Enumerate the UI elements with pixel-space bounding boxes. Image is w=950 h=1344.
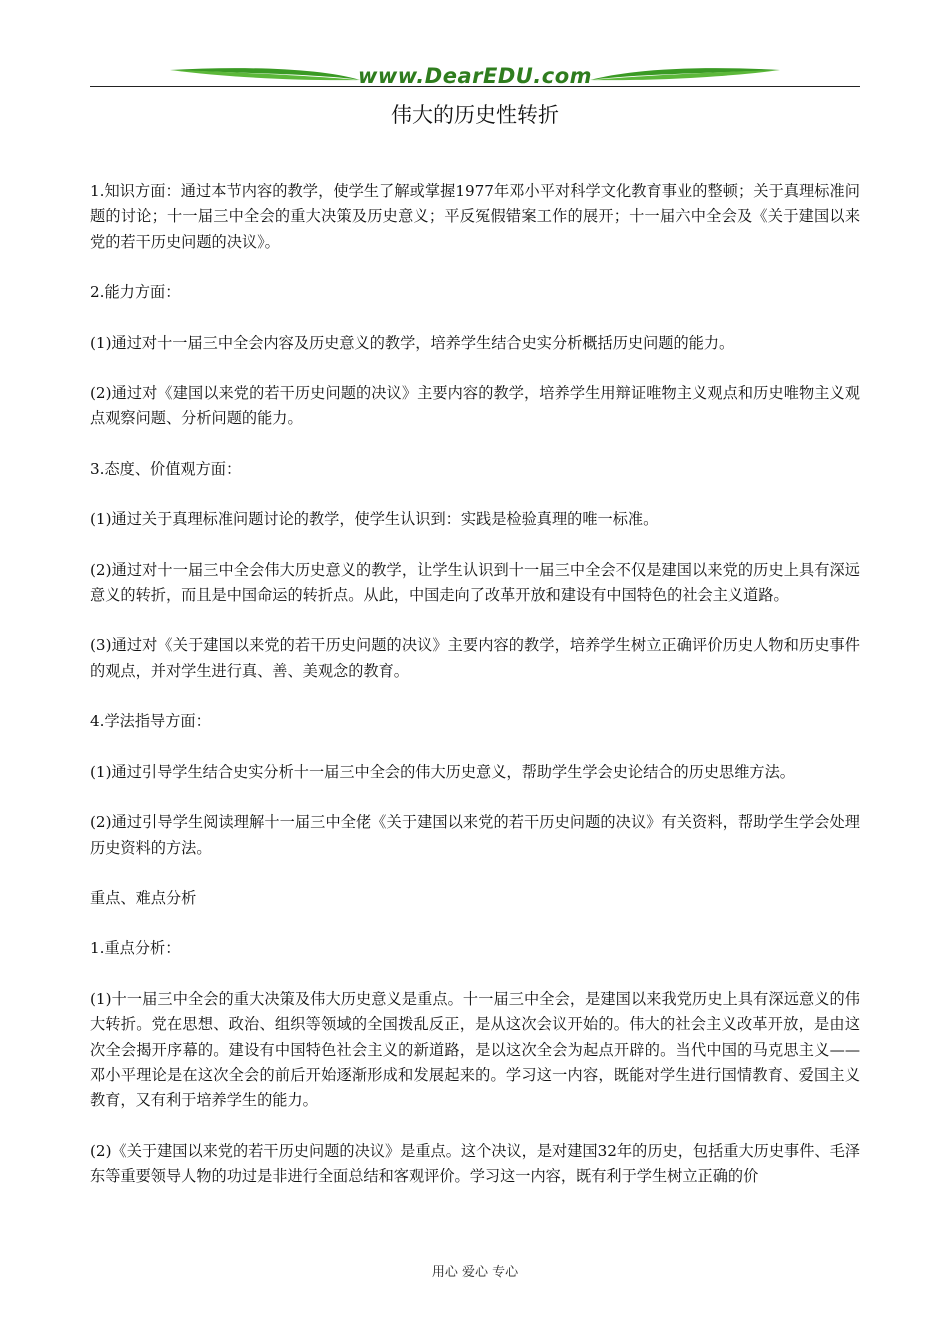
paragraph: (1)通过引导学生结合史实分析十一届三中全会的伟大历史意义，帮助学生学会史论结合的历史思维方法。 — [90, 762, 795, 781]
section-heading: 重点、难点分析 — [90, 888, 197, 907]
paragraph: 4.学法指导方面： — [90, 712, 211, 731]
site-logo: www.DearEDU.com — [357, 64, 593, 88]
site-header — [90, 62, 860, 92]
paragraph: (1)通过对十一届三中全会内容及历史意义的教学，培养学生结合史实分析概括历史问题的能力。 — [90, 333, 735, 352]
paragraph: (2)通过对十一届三中全会伟大历史意义的教学，让学生认识到十一届三中全会不仅是建国以来党的历史上具有深远意义的转折，而且是中国命运的转折点。从此，中国走向了改革开放和建设有中国特色的社会主义道路。 — [90, 560, 860, 605]
paragraph: 1.重点分析： — [90, 939, 181, 958]
paragraph: (3)通过对《关于建国以来党的若干历史问题的决议》主要内容的教学，培养学生树立正确评价历史人物和历史事件的观点，并对学生进行真、善、美观念的教育。 — [90, 636, 860, 680]
paragraph: (2)《关于建国以来党的若干历史问题的决议》是重点。这个决议，是对建国32年的历史，包括重大历史事件、毛泽东等重要领导人物的功过是非进行全面总结和客观评价。学习这一内容，既有利于学生树立正确的价 — [90, 1141, 860, 1186]
document-title: 伟大的历史性转折 — [391, 103, 559, 127]
header-divider — [90, 86, 860, 87]
paragraph: (1)十一届三中全会的重大决策及伟大历史意义是重点。十一届三中全会，是建国以来我党历史上具有深远意义的伟大转折。党在思想、政治、组织等领域的全国拨乱反正，是从这次会议开始的。伟大的社会主义改革开放，是由这次全会揭开序幕的。建设有中国特色社会主义的新道路，是以这次全会为起点开辟的。当代中国的马克思主义——邓小平理论是在这次全会的前后开始逐渐形成和发展起来的。学习这一内容，既能对学生进行国情教育、爱国主义教育，又有利于培养学生的能力。 — [90, 989, 860, 1110]
page-footer: 用心 爱心 专心 — [431, 1265, 519, 1280]
paragraph: (2)通过对《建国以来党的若干历史问题的决议》主要内容的教学，培养学生用辩证唯物主义观点和历史唯物主义观点观察问题、分析问题的能力。 — [90, 384, 860, 428]
paragraph: 1.知识方面：通过本节内容的教学，使学生了解或掌握1977年邓小平对科学文化教育事业的整顿；关于真理标准问题的讨论；十一届三中全会的重大决策及历史意义；平反冤假错案工作的展开；十一届六中全会及《关于建国以来党的若干历史问题的决议》。 — [90, 182, 860, 251]
paragraph: (1)通过关于真理标准问题讨论的教学，使学生认识到：实践是检验真理的唯一标准。 — [90, 510, 659, 529]
paragraph: 2.能力方面： — [90, 283, 181, 302]
paragraph: (2)通过引导学生阅读理解十一届三中全佬《关于建国以来党的若干历史问题的决议》有关资料，帮助学生学会处理历史资料的方法。 — [90, 813, 860, 857]
paragraph: 3.态度、价值观方面： — [90, 459, 242, 478]
document-body — [90, 179, 860, 1190]
